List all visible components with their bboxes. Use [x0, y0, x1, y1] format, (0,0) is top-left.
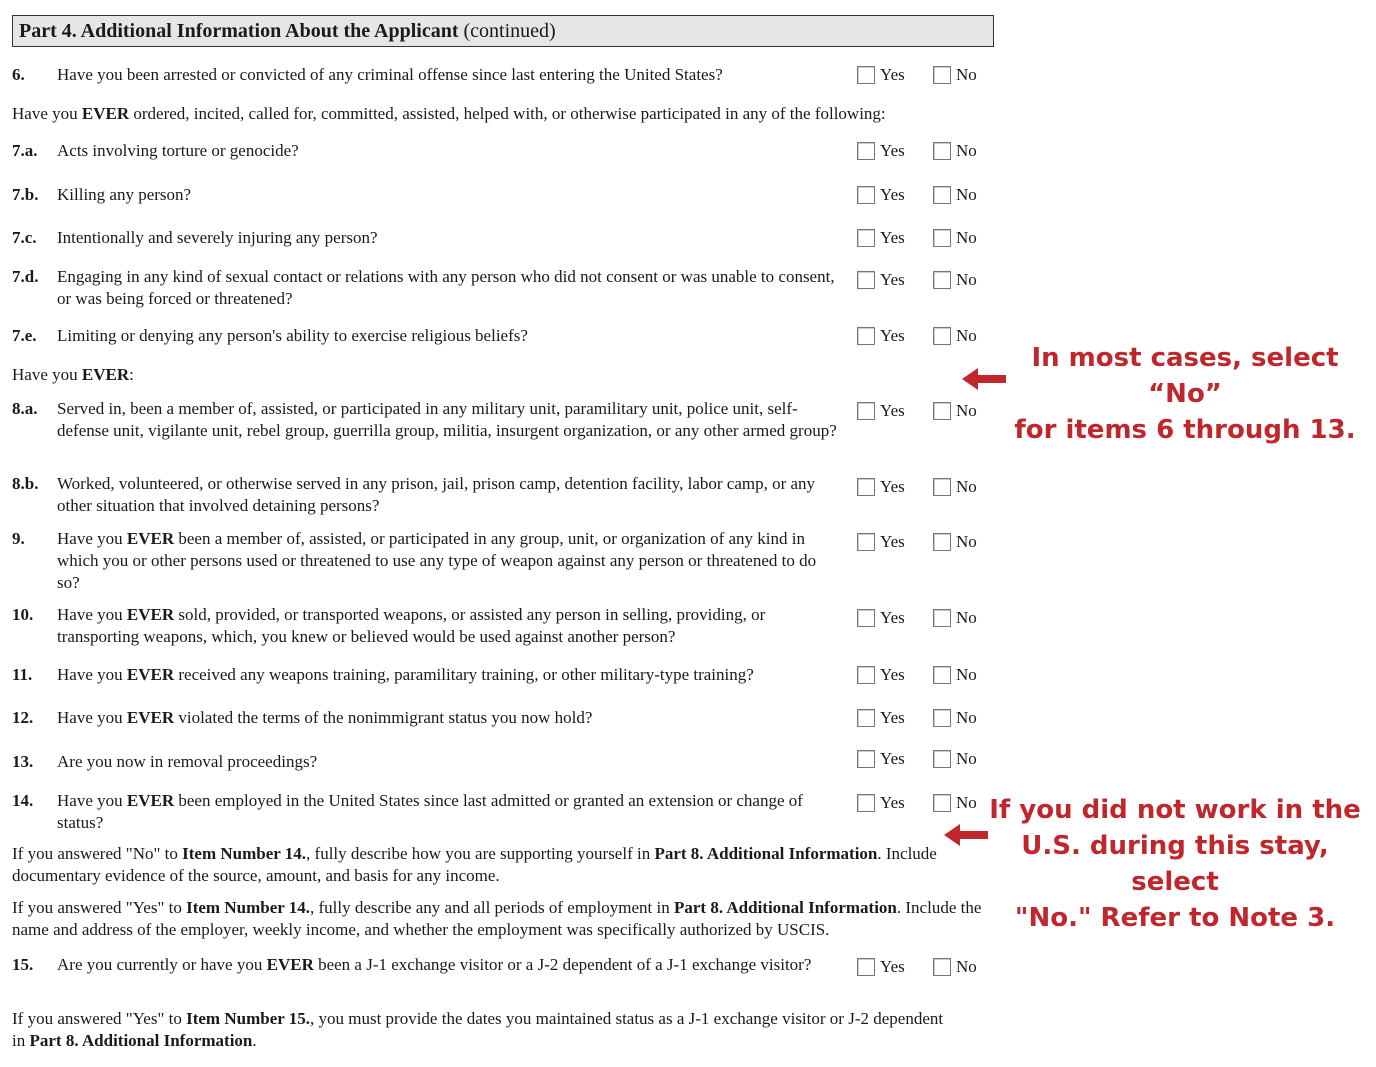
question-text: Acts involving torture or genocide? — [57, 141, 299, 160]
instruction-15-yes: If you answered "Yes" to Item Number 15., you must provide the dates you maintained status as a J-1 exchange visitor or J-2 dependent in Part 8. Additional Information. — [12, 1009, 944, 1050]
question-number: 7.b. — [12, 185, 39, 204]
question-number: 9. — [12, 529, 25, 548]
checkbox-icon[interactable] — [933, 958, 951, 976]
q14-no-checkbox[interactable]: No — [933, 792, 977, 814]
checkbox-icon[interactable] — [933, 478, 951, 496]
checkbox-icon[interactable] — [933, 271, 951, 289]
checkbox-icon[interactable] — [933, 66, 951, 84]
checkbox-icon[interactable] — [933, 402, 951, 420]
checkbox-icon[interactable] — [857, 271, 875, 289]
left-arrow-icon — [944, 820, 990, 850]
question-number: 14. — [12, 791, 34, 810]
checkbox-icon[interactable] — [857, 666, 875, 684]
checkbox-icon[interactable] — [857, 609, 875, 627]
question-text: Served in, been a member of, assisted, or participated in any military unit, paramilitary unit, police unit, self-defense unit, vigilante unit, rebel group, guerrilla group, militia, insurgent organization, or any other armed group? — [57, 399, 837, 440]
checkbox-icon[interactable] — [933, 142, 951, 160]
q7a-no-checkbox[interactable]: No — [933, 140, 977, 162]
question-text: Have you EVER been a member of, assisted, or participated in any group, unit, or organization of any kind in which you or other persons used or threatened to use any type of weapon against any person or threatened to do so? — [57, 529, 817, 592]
question-number: 6. — [12, 65, 25, 84]
question-number: 13. — [12, 752, 34, 771]
q12-yes-checkbox[interactable]: Yes — [857, 707, 905, 729]
question-number: 7.c. — [12, 228, 37, 247]
q7b-no-checkbox[interactable]: No — [933, 184, 977, 206]
q9-no-checkbox[interactable]: No — [933, 531, 977, 553]
q13-no-checkbox[interactable]: No — [933, 748, 977, 770]
q7e-yes-checkbox[interactable]: Yes — [857, 325, 905, 347]
q7e-no-checkbox[interactable]: No — [933, 325, 977, 347]
question-text: Limiting or denying any person's ability to exercise religious beliefs? — [57, 326, 528, 345]
q6-yes-checkbox[interactable]: Yes — [857, 64, 905, 86]
checkbox-icon[interactable] — [857, 186, 875, 204]
checkbox-icon[interactable] — [933, 609, 951, 627]
question-text: Have you EVER received any weapons training, paramilitary training, or other military-type training? — [57, 665, 754, 684]
q6-no-checkbox[interactable]: No — [933, 64, 977, 86]
question-number: 10. — [12, 605, 34, 624]
q8b-no-checkbox[interactable]: No — [933, 476, 977, 498]
left-arrow-icon — [962, 364, 1008, 394]
question-number: 8.a. — [12, 399, 38, 418]
checkbox-icon[interactable] — [933, 186, 951, 204]
question-number: 11. — [12, 665, 33, 684]
checkbox-icon[interactable] — [857, 229, 875, 247]
q7c-no-checkbox[interactable]: No — [933, 227, 977, 249]
checkbox-icon[interactable] — [857, 533, 875, 551]
checkbox-icon[interactable] — [857, 142, 875, 160]
question-number: 12. — [12, 708, 34, 727]
checkbox-icon[interactable] — [933, 750, 951, 768]
question-text: Are you now in removal proceedings? — [57, 752, 318, 771]
checkbox-icon[interactable] — [857, 478, 875, 496]
q13-yes-checkbox[interactable]: Yes — [857, 748, 905, 770]
checkbox-icon[interactable] — [857, 709, 875, 727]
annotation-items-6-13: In most cases, select “No” for items 6 through 13. — [1014, 343, 1356, 445]
q9-yes-checkbox[interactable]: Yes — [857, 531, 905, 553]
q7d-yes-checkbox[interactable]: Yes — [857, 269, 905, 291]
q7b-yes-checkbox[interactable]: Yes — [857, 184, 905, 206]
checkbox-icon[interactable] — [933, 709, 951, 727]
checkbox-icon[interactable] — [933, 794, 951, 812]
question-text: Worked, volunteered, or otherwise served in any prison, jail, prison camp, detention facility, labor camp, or any other situation that involved detaining persons? — [57, 474, 816, 515]
checkbox-icon[interactable] — [933, 533, 951, 551]
question-text: Have you EVER sold, provided, or transported weapons, or assisted any person in selling, providing, or transporting weapons, which, you knew or believed would be used against another person? — [57, 605, 766, 646]
q15-no-checkbox[interactable]: No — [933, 956, 977, 978]
q15-yes-checkbox[interactable]: Yes — [857, 956, 905, 978]
q8a-yes-checkbox[interactable]: Yes — [857, 400, 905, 422]
q8b-yes-checkbox[interactable]: Yes — [857, 476, 905, 498]
q7d-no-checkbox[interactable]: No — [933, 269, 977, 291]
q7a-yes-checkbox[interactable]: Yes — [857, 140, 905, 162]
section-title-suffix: (continued) — [463, 20, 556, 42]
checkbox-icon[interactable] — [857, 794, 875, 812]
question-number: 8.b. — [12, 474, 39, 493]
question-text: Have you been arrested or convicted of any criminal offense since last entering the United States? — [57, 65, 723, 84]
q7c-yes-checkbox[interactable]: Yes — [857, 227, 905, 249]
q11-no-checkbox[interactable]: No — [933, 664, 977, 686]
checkbox-icon[interactable] — [857, 327, 875, 345]
instruction-14-no: If you answered "No" to Item Number 14., fully describe how you are supporting yourself in Part 8. Additional Information. Include documentary evidence of the source, amount, and basis for any income. — [12, 844, 937, 885]
question-text: Are you currently or have you EVER been a J-1 exchange visitor or a J-2 dependent of a J-1 exchange visitor? — [57, 955, 812, 974]
question-number: 7.a. — [12, 141, 38, 160]
question-text: Engaging in any kind of sexual contact or relations with any person who did not consent or was unable to consent, or was being forced or threatened? — [57, 267, 835, 308]
question-number: 7.d. — [12, 267, 39, 286]
checkbox-icon[interactable] — [857, 66, 875, 84]
question-number: 7.e. — [12, 326, 37, 345]
checkbox-icon[interactable] — [933, 229, 951, 247]
question-text: Have you EVER been employed in the United States since last admitted or granted an extension or change of status? — [57, 791, 803, 832]
checkbox-icon[interactable] — [933, 666, 951, 684]
intro-8: Have you EVER: — [12, 365, 134, 384]
question-number: 15. — [12, 955, 34, 974]
question-text: Intentionally and severely injuring any person? — [57, 228, 378, 247]
checkbox-icon[interactable] — [933, 327, 951, 345]
checkbox-icon[interactable] — [857, 750, 875, 768]
q10-yes-checkbox[interactable]: Yes — [857, 607, 905, 629]
instruction-14-yes: If you answered "Yes" to Item Number 14., fully describe any and all periods of employment in Part 8. Additional Information. Include the name and address of the employer, weekly income, and whether the employment was specifically authorized by USCIS. — [12, 898, 982, 939]
section-header — [12, 15, 994, 47]
q12-no-checkbox[interactable]: No — [933, 707, 977, 729]
question-text: Killing any person? — [57, 185, 192, 204]
q11-yes-checkbox[interactable]: Yes — [857, 664, 905, 686]
checkbox-icon[interactable] — [857, 958, 875, 976]
q10-no-checkbox[interactable]: No — [933, 607, 977, 629]
intro-7: Have you EVER ordered, incited, called for, committed, assisted, helped with, or otherwise participated in any of the following: — [12, 104, 886, 123]
section-title: Part 4. Additional Information About the Applicant — [19, 20, 459, 42]
q14-yes-checkbox[interactable]: Yes — [857, 792, 905, 814]
question-text: Have you EVER violated the terms of the nonimmigrant status you now hold? — [57, 708, 593, 727]
q8a-no-checkbox[interactable]: No — [933, 400, 977, 422]
annotation-item-14: If you did not work in the U.S. during this stay, select "No." Refer to Note 3. — [989, 795, 1361, 933]
checkbox-icon[interactable] — [857, 402, 875, 420]
